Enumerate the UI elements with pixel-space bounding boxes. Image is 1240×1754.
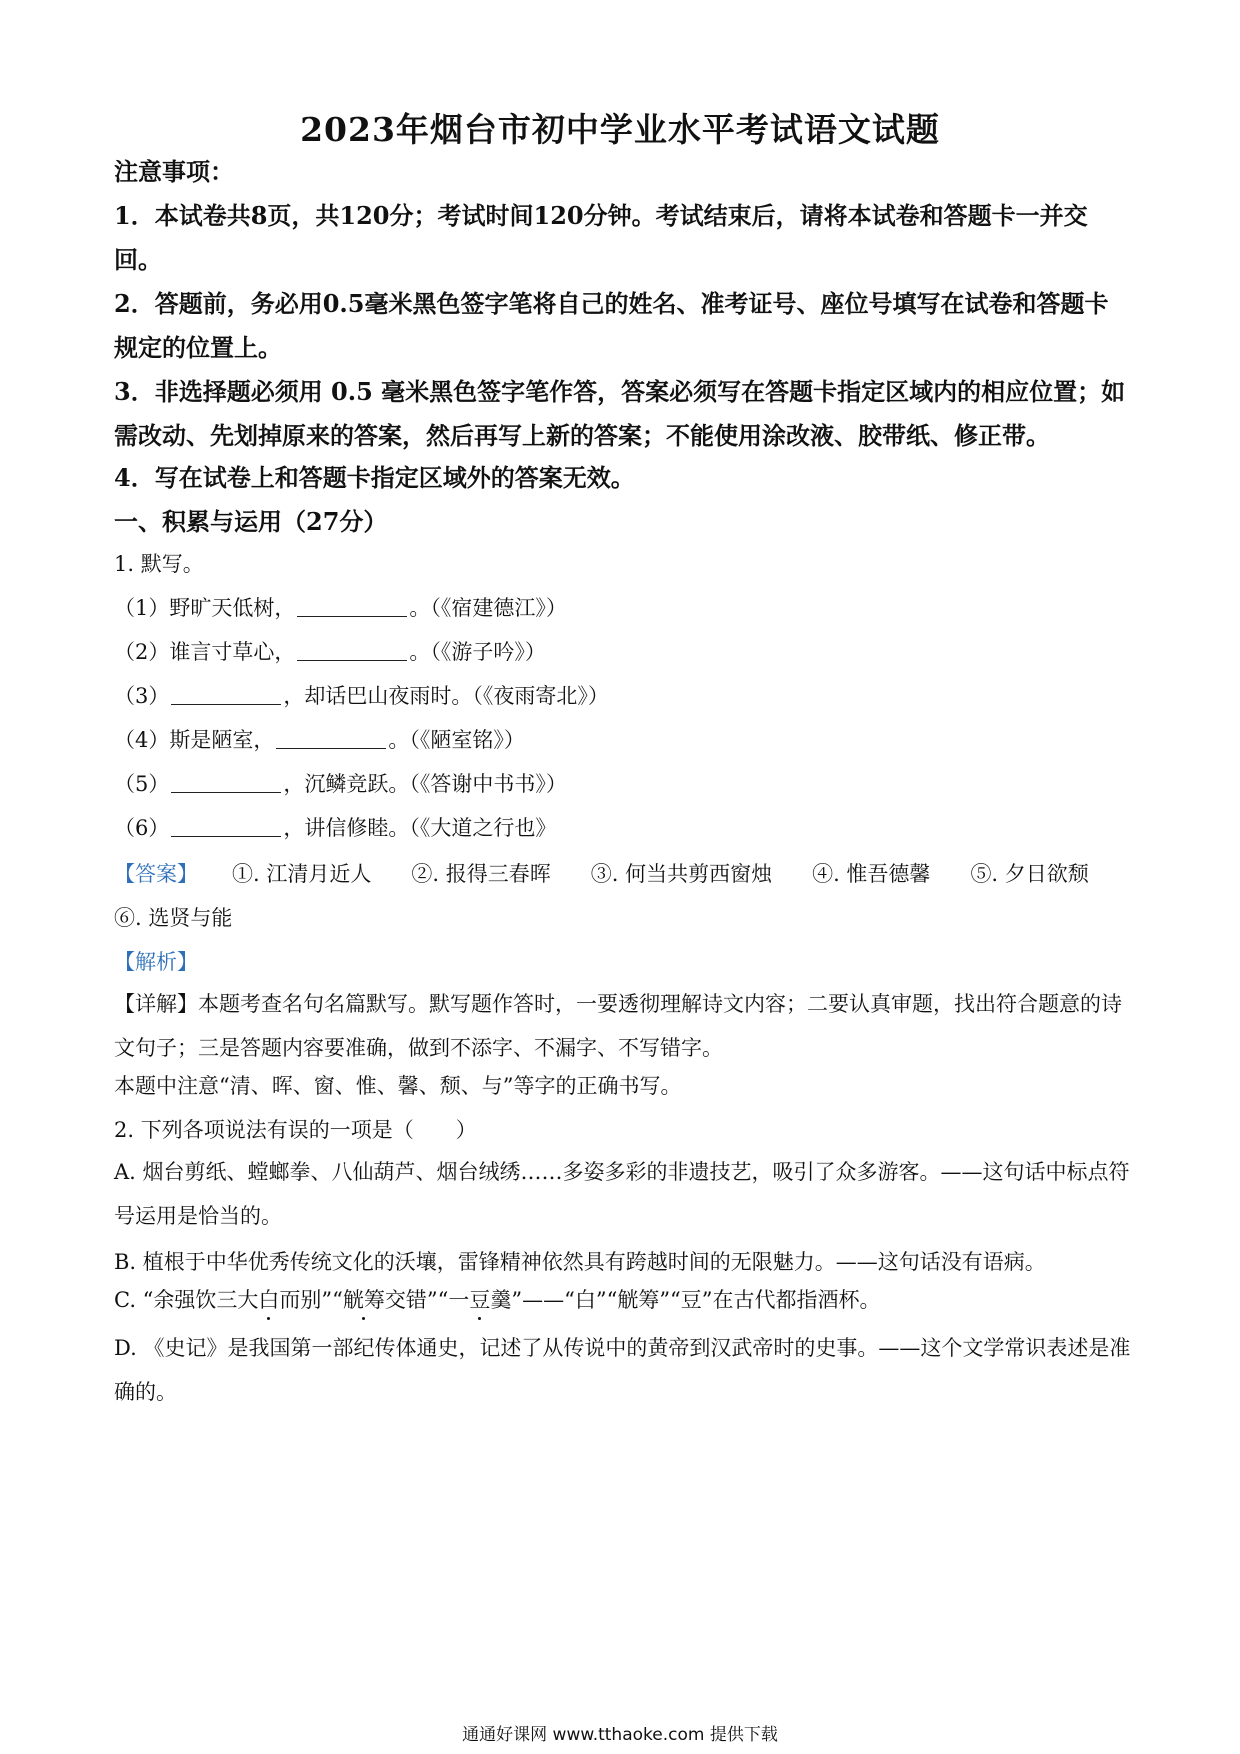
- q2-stem: 2. 下列各项说法有误的一项是（ ）: [114, 1118, 477, 1142]
- section-heading: 一、积累与运用（27分）: [114, 507, 388, 536]
- q1-item-5: [114, 768, 567, 798]
- q1-item-after: ，沉鳞竞跃。（《答谢中书书》）: [283, 772, 567, 796]
- q1-detail: 【详解】本题考查名句名篇默写。默写题作答时，一要透彻理解诗文内容；二要认真审题，找出符合题意的诗文句子；三是答题内容要准确，做到不添字、不漏字、不写错字。: [114, 992, 1122, 1060]
- answer-5: ⑤. 夕日欲颓: [970, 862, 1089, 886]
- page-footer: 通通好课网 www.tthaoke.com 提供下载: [462, 1725, 778, 1745]
- q1-stem: 1. 默写。: [114, 552, 204, 576]
- q1-item-num: （1）: [114, 596, 170, 620]
- q1-item-1: [114, 592, 567, 622]
- q2-option-c: [114, 1284, 881, 1314]
- q1-item-before: 野旷天低树，: [169, 596, 296, 620]
- answer-4: ④. 惟吾德馨: [812, 862, 931, 886]
- q1-item-3: [114, 680, 609, 710]
- q1-note: 本题中注意“清、晖、窗、惟、馨、颓、与”等字的正确书写。: [114, 1074, 682, 1098]
- q1-item-num: （4）: [114, 728, 170, 752]
- q1-item-num: （3）: [114, 684, 170, 708]
- q1-answers-row: [114, 858, 1089, 888]
- answer-2: ②. 报得三春晖: [411, 862, 551, 886]
- q2-option-c-text: 羹”——“白”“觥筹”“豆”在古代都指酒杯。: [490, 1288, 881, 1312]
- q1-item-after: 。（《陋室铭》）: [388, 728, 525, 752]
- answer-tag: 【答案】: [114, 862, 198, 886]
- q2-option-a: A. 烟台剪纸、螳螂拳、八仙葫芦、烟台绒绣……多姿多彩的非遗技艺，吸引了众多游客。——这句话中标点符号运用是恰当的。: [114, 1160, 1130, 1228]
- q1-item-2: [114, 636, 546, 666]
- q1-item-after: 。（《游子吟》）: [409, 640, 546, 664]
- blank-line: [276, 727, 386, 749]
- page-title: 2023年烟台市初中学业水平考试语文试题: [300, 110, 940, 149]
- q2-option-c-text: 而别”“: [279, 1288, 343, 1312]
- q1-item-4: [114, 724, 525, 754]
- q1-item-before: 谁言寸草心，: [169, 640, 296, 664]
- q1-item-after: ，却话巴山夜雨时。（《夜雨寄北》）: [283, 684, 609, 708]
- emphasis-char: 豆: [469, 1284, 490, 1314]
- notice-item-2: 2．答题前，务必用0.5毫米黑色签字笔将自己的姓名、准考证号、座位号填写在试卷和答题卡规定的位置上。: [114, 289, 1109, 362]
- q2-option-c-text: 交错”“一: [384, 1288, 470, 1312]
- q1-item-num: （2）: [114, 640, 170, 664]
- notice-item-1: 1．本试卷共8页，共120分；考试时间120分钟。考试结束后，请将本试卷和答题卡一并交回。: [114, 201, 1088, 274]
- q1-item-6: [114, 812, 556, 842]
- q2-option-b: B. 植根于中华优秀传统文化的沃壤，雷锋精神依然具有跨越时间的无限魅力。——这句话没有语病。: [114, 1250, 1046, 1274]
- notice-heading: 注意事项：: [114, 157, 234, 186]
- blank-line: [171, 771, 281, 793]
- q2-option-d: D. 《史记》是我国第一部纪传体通史，记述了从传说中的黄帝到汉武帝时的史事。——这个文学常识表述是准确的。: [114, 1336, 1131, 1404]
- q1-item-num: （5）: [114, 772, 170, 796]
- blank-line: [171, 815, 281, 837]
- notice-item-3: 3．非选择题必须用 0.5 毫米黑色签字笔作答，答案必须写在答题卡指定区域内的相应位置；如需改动、先划掉原来的答案，然后再写上新的答案；不能使用涂改液、胶带纸、修正带。: [114, 377, 1126, 450]
- emphasis-char: 觥筹: [343, 1284, 385, 1314]
- q1-item-before: 斯是陋室，: [169, 728, 275, 752]
- answer-3: ③. 何当共剪西窗烛: [590, 862, 773, 886]
- q1-item-after: ，讲信修睦。（《大道之行也》: [283, 816, 557, 840]
- blank-line: [171, 683, 281, 705]
- answer-6: ⑥. 选贤与能: [114, 906, 233, 930]
- q1-item-num: （6）: [114, 816, 170, 840]
- q1-item-after: 。（《宿建德江》）: [409, 596, 567, 620]
- q2-option-c-text: C. “余强饮三大: [114, 1288, 259, 1312]
- blank-line: [297, 639, 407, 661]
- analysis-tag: 【解析】: [114, 950, 198, 974]
- blank-line: [297, 595, 407, 617]
- notice-item-4: 4．写在试卷上和答题卡指定区域外的答案无效。: [114, 463, 635, 492]
- answer-1: ①. 江清月近人: [232, 862, 372, 886]
- emphasis-char: 白: [258, 1284, 279, 1314]
